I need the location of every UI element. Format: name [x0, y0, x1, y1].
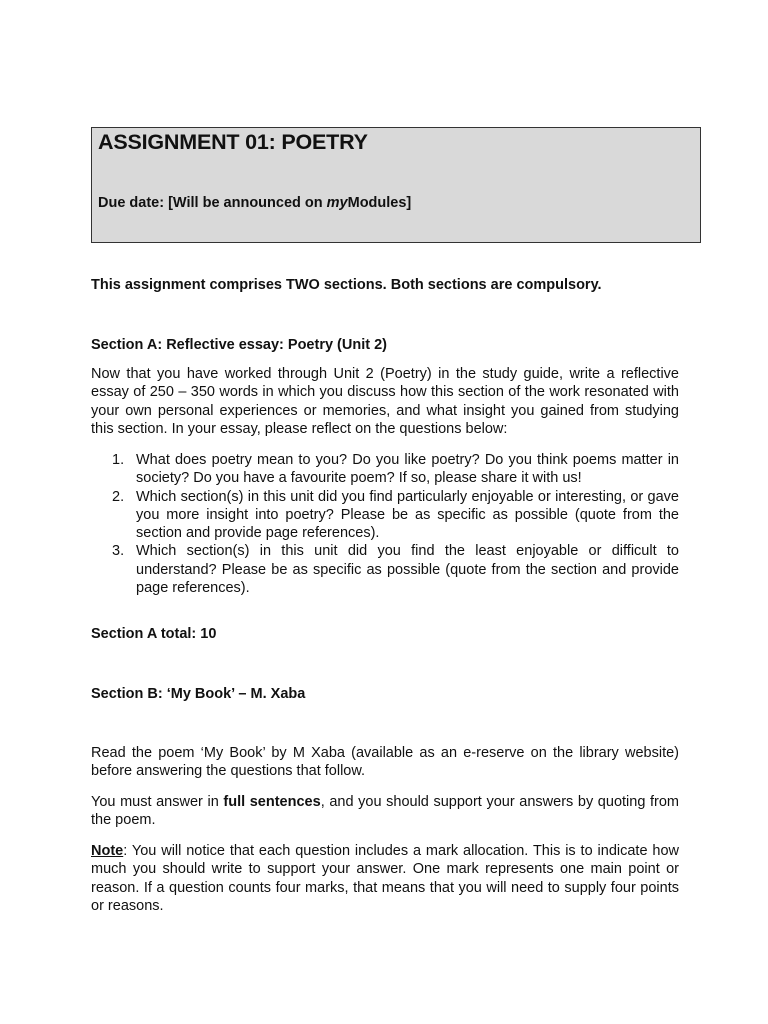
section-b-paragraph-2 — [91, 793, 679, 830]
section-b-heading: Section B: ‘My Book’ – M. Xaba — [91, 686, 306, 702]
due-date — [98, 195, 411, 211]
question-number: 2. — [112, 488, 125, 505]
assignment-title: ASSIGNMENT 01: POETRY — [98, 130, 368, 154]
due-date-suffix: Modules] — [347, 195, 412, 211]
question-number: 1. — [112, 452, 125, 468]
intro-text: This assignment comprises TWO sections. Both sections are compulsory. — [91, 277, 602, 293]
question-text: Which section(s) in this unit did you find particularly enjoyable or interesting, or gave you more insight into poetry? Please be as specific as possible (quote from the section and provide page references). — [136, 488, 679, 542]
section-a-heading: Section A: Reflective essay: Poetry (Unit 2) — [91, 337, 387, 353]
assignment-header-box — [91, 127, 701, 243]
question-text: Which section(s) in this unit did you find the least enjoyable or difficult to understand? Please be as specific as possible (quote from the section and provide page references). — [136, 543, 679, 597]
p2-after: , and you should support your answers by quoting from the poem. — [91, 794, 679, 829]
document-page — [91, 127, 679, 914]
question-list — [91, 451, 679, 597]
question-item — [91, 451, 679, 488]
due-date-prefix: Due date: [Will be announced on — [98, 195, 327, 211]
p2-bold: full sentences — [223, 794, 321, 810]
p2-before: You must answer in — [91, 794, 224, 810]
section-a-body: Now that you have worked through Unit 2 (Poetry) in the study guide, write a reflective essay of 250 – 350 words in which you discuss how this section of the work resonated with your own personal experiences or memories, and what insight you gained from studying this section. In your essay, please reflect on the questions below: — [91, 366, 679, 437]
question-item — [91, 542, 679, 597]
question-number: 3. — [112, 543, 125, 560]
due-date-italic: my — [326, 195, 348, 211]
note-label: Note — [91, 843, 124, 859]
note-text: : You will notice that each question includes a mark allocation. This is to indicate how much you should write to support your answer. One mark represents one main point or reason. If a question counts four marks, that means that you will need to supply four points or reasons. — [91, 843, 679, 914]
section-b-paragraph-1: Read the poem ‘My Book’ by M Xaba (available as an e-reserve on the library website) before answering the questions that follow. — [91, 745, 679, 780]
section-b-note — [91, 842, 679, 915]
question-text: What does poetry mean to you? Do you like poetry? Do you think poems matter in society? Do you have a favourite poem? If so, please share it with us! — [136, 452, 679, 487]
section-a-total: Section A total: 10 — [91, 626, 217, 642]
question-item — [91, 488, 679, 543]
